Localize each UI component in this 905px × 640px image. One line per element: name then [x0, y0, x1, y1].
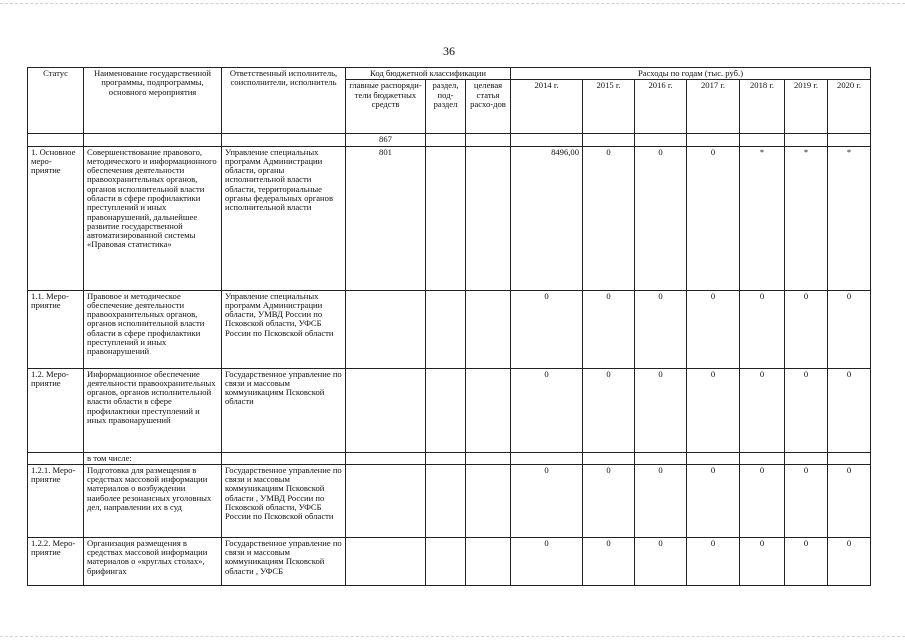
cell-value: 0: [828, 537, 871, 585]
header-year: 2018 г.: [740, 80, 785, 134]
cell-value: 0: [635, 290, 687, 368]
header-status: Статус: [28, 68, 84, 134]
code-row-cell: [426, 134, 466, 146]
cell-status: [28, 452, 84, 464]
code-row-cell: [466, 134, 511, 146]
header-budget-code: Код бюджетной классификации: [346, 68, 511, 80]
table-row: [28, 368, 871, 452]
header-gl-spend: главные распоряди-тели бюджетных средств: [346, 80, 426, 134]
cell-responsible: Государственное управление по связи и массовым коммуникациям Псковской области , УФСБ: [222, 537, 346, 585]
cell-name: Совершенствование правового, методического и информационного обеспечения деятельности правоохранительных органов, органов исполнительной власти области в сфере профилактики преступлений и иных правонарушений, дальнейшее развитие государственной автоматизированной системы «Правовая статистика»: [84, 146, 222, 290]
cell-value: 8496,00: [511, 146, 583, 290]
cell-name: в том числе:: [84, 452, 222, 464]
cell-value: 0: [635, 146, 687, 290]
cell-value: 0: [583, 290, 635, 368]
cell-value: [785, 452, 828, 464]
cell-section: [426, 290, 466, 368]
code-row-cell: [583, 134, 635, 146]
code-row-cell: [740, 134, 785, 146]
cell-status: 1.2.2. Меро-приятие: [28, 537, 84, 585]
header-expenses: Расходы по годам (тыс. руб.): [511, 68, 871, 80]
cell-responsible: Управление специальных программ Администрации области, УМВД России по Псковской области, УФСБ России по Псковской области: [222, 290, 346, 368]
cell-target: [466, 146, 511, 290]
cell-value: 0: [583, 368, 635, 452]
scan-artifact-bottom: [0, 636, 905, 637]
cell-value: *: [740, 146, 785, 290]
header-year: 2017 г.: [687, 80, 740, 134]
cell-responsible: Управление специальных программ Администрации области, органы исполнительной власти области, территориальные органы федеральных органов исполнительной власти: [222, 146, 346, 290]
table-row: [28, 146, 871, 290]
page-number: 36: [443, 44, 455, 58]
table-row: [28, 452, 871, 464]
code-row-cell: [222, 134, 346, 146]
cell-section: [426, 146, 466, 290]
table-row: [28, 290, 871, 368]
scan-artifact-top: [0, 3, 905, 4]
cell-value: 0: [511, 464, 583, 537]
cell-value: *: [785, 146, 828, 290]
cell-value: 0: [740, 368, 785, 452]
cell-gl: [346, 464, 426, 537]
header-year: 2014 г.: [511, 80, 583, 134]
cell-name: Правовое и методическое обеспечение деятельности правоохранительных органов, органов исполнительной власти области в сфере профилактики преступлений и иных правонарушений: [84, 290, 222, 368]
code-row-cell: [635, 134, 687, 146]
code-row-gl: 867: [346, 134, 426, 146]
cell-value: 0: [687, 537, 740, 585]
cell-value: 0: [635, 368, 687, 452]
cell-value: [583, 452, 635, 464]
cell-gl: [346, 368, 426, 452]
cell-gl: [346, 290, 426, 368]
cell-responsible: [222, 452, 346, 464]
cell-value: 0: [785, 537, 828, 585]
cell-target: [466, 537, 511, 585]
cell-value: 0: [785, 290, 828, 368]
code-row-cell: [687, 134, 740, 146]
cell-value: 0: [511, 537, 583, 585]
cell-target: [466, 452, 511, 464]
cell-responsible: Государственное управление по связи и массовым коммуникациям Псковской области , УМВД России по Псковской области, УФСБ России по Псковской области: [222, 464, 346, 537]
cell-status: 1. Основное меро-приятие: [28, 146, 84, 290]
cell-value: 0: [583, 464, 635, 537]
cell-value: 0: [740, 537, 785, 585]
cell-status: 1.2.1. Меро-приятие: [28, 464, 84, 537]
cell-name: Организация размещения в средствах массовой информации материалов о «круглых столах», брифингах: [84, 537, 222, 585]
code-row-cell: [84, 134, 222, 146]
header-year: 2016 г.: [635, 80, 687, 134]
code-row-cell: [828, 134, 871, 146]
code-row-cell: [28, 134, 84, 146]
cell-status: 1.1. Меро-приятие: [28, 290, 84, 368]
header-year: 2015 г.: [583, 80, 635, 134]
table-row: [28, 537, 871, 585]
cell-value: [511, 452, 583, 464]
cell-value: 0: [740, 290, 785, 368]
cell-target: [466, 290, 511, 368]
cell-value: 0: [740, 464, 785, 537]
cell-value: 0: [635, 537, 687, 585]
header-target: целевая статья расхо-дов: [466, 80, 511, 134]
cell-value: 0: [687, 290, 740, 368]
cell-value: 0: [687, 368, 740, 452]
header-year: 2020 г.: [828, 80, 871, 134]
cell-section: [426, 464, 466, 537]
table-row: [28, 464, 871, 537]
budget-table: [27, 67, 871, 586]
cell-value: 0: [511, 290, 583, 368]
cell-value: 0: [828, 368, 871, 452]
cell-value: 0: [687, 146, 740, 290]
header-responsible: Ответственный исполнитель, соисполнители, исполнитель: [222, 68, 346, 134]
cell-value: 0: [828, 290, 871, 368]
cell-value: [740, 452, 785, 464]
cell-responsible: Государственное управление по связи и массовым коммуникациям Псковской области: [222, 368, 346, 452]
header-name: Наименование государственной программы, подпрограммы, основного мероприятия: [84, 68, 222, 134]
cell-value: 0: [511, 368, 583, 452]
cell-gl: [346, 452, 426, 464]
cell-gl: 801: [346, 146, 426, 290]
cell-section: [426, 452, 466, 464]
cell-value: 0: [687, 464, 740, 537]
cell-value: *: [828, 146, 871, 290]
cell-gl: [346, 537, 426, 585]
cell-target: [466, 464, 511, 537]
cell-value: 0: [828, 464, 871, 537]
cell-value: [687, 452, 740, 464]
header-section: раздел, под-раздел: [426, 80, 466, 134]
cell-value: 0: [583, 146, 635, 290]
cell-value: [828, 452, 871, 464]
cell-section: [426, 368, 466, 452]
cell-value: 0: [785, 464, 828, 537]
header-year: 2019 г.: [785, 80, 828, 134]
cell-section: [426, 537, 466, 585]
cell-target: [466, 368, 511, 452]
cell-value: [635, 452, 687, 464]
cell-status: 1.2. Меро-приятие: [28, 368, 84, 452]
cell-value: 0: [785, 368, 828, 452]
cell-value: 0: [635, 464, 687, 537]
cell-value: 0: [583, 537, 635, 585]
cell-name: Подготовка для размещения в средствах массовой информации материалов о возбуждении наиболее резонансных уголовных дел, направлении их в суд: [84, 464, 222, 537]
cell-name: Информационное обеспечение деятельности правоохранительных органов, органов исполнительной власти области в сфере профилактики преступлений и иных правонарушений: [84, 368, 222, 452]
code-row-cell: [785, 134, 828, 146]
code-row-cell: [511, 134, 583, 146]
